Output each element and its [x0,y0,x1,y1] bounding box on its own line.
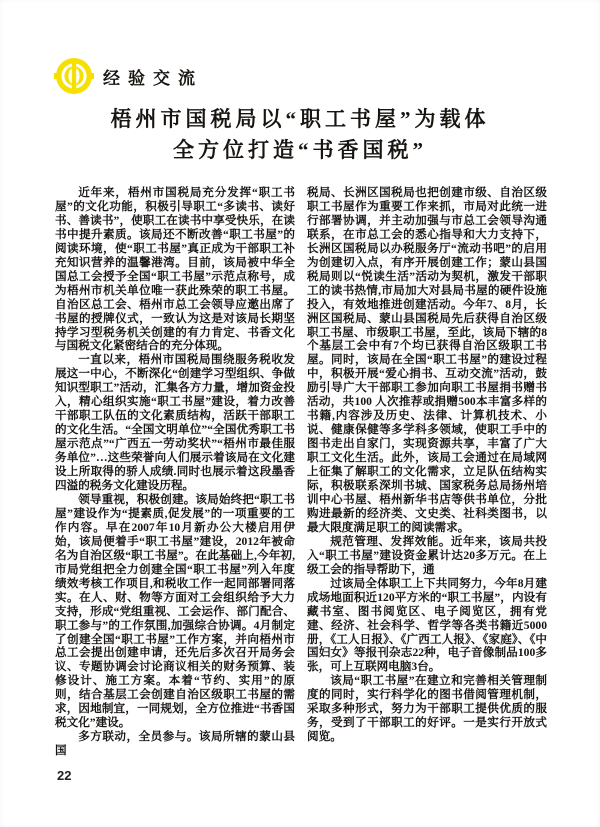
section-header [54,56,203,96]
article-title [0,104,600,166]
body-paragraph: 多方联动，全员参与。该局所辖的蒙山县国 [55,730,295,758]
page-number: 22 [57,768,72,783]
body-paragraph: 过该局全体职工上下共同努力，今年8月建成场地面积近120平方米的“职工书屋”，内设有藏书室、图书阅览区、电子阅览区，拥有党建、经济、社会科学、哲学等各类书籍近5000册，《工人日报》、《广西工人报》、《家庭》、《中国妇女》等报刊杂志22种，电子音像制品100多张，可上互联网电脑3台。 [307,576,547,674]
article-title-line1: 梧州市国税局以“职工书屋”为载体 [110,107,490,131]
body-paragraph: 该局“职工书屋”在建立和完善相关管理制度的同时，实行科学化的图书借阅管理机制，采取多种形式，努力为干部职工提供优质的服务，受到了干部职工的好评。一是实行开放式阅览。 [307,674,547,744]
body-paragraph: 领导重视，积极创建。该局始终把“职工书屋”建设作为“提素质,促发展”的一项重要的工作内容。早在2007年10月新办公大楼启用伊始，该局便着手“职工书屋”建设，2012年被命名为自治区级“职工书屋”。在此基础上,今年初,市局党组把全力创建全国“职工书屋”列入年度绩效考核工作项目,和税收工作一起同部署同落实。在人、财、物等方面对工会组织给予大力支持，形成“党组重视、工会运作、部门配合、职工参与”的工作氛围,加强综合协调。4月制定了创建全国“职工书屋”工作方案，并向梧州市总工会提出创建申请，还先后多次召开局务会议、专题协调会讨论商议相关的财务预算、装修设计、施工方案。本着“节约、实用”的原则，结合基层工会创建自治区级职工书屋的需求，因地制宜，一同规划，全方位推进“书香国税文化”建设。 [55,492,295,730]
article-title-line2: 全方位打造“书香国税” [173,138,427,162]
article-body [55,186,547,758]
trade-union-logo-icon [54,56,94,96]
right-column [307,186,547,744]
section-label: 经验交流 [103,68,203,88]
body-paragraph: 税局、长洲区国税局也把创建市级、自治区级职工书屋作为重要工作来抓，市局对此统一进行部署协调，并主动加强与市总工会领导沟通联系，在市总工会的悉心指导和大力支持下，长洲区国税局以办税服务厅“流动书吧”的启用为创建切入点，有序开展创建工作；蒙山县国税局则以“悦读生活”活动为契机，激发干部职工的读书热情,市局加大对县局书屋的硬件设施投入，有效地推进创建活动。今年7、8月，长洲区国税局、蒙山县国税局先后获得自治区级职工书屋、市级职工书屋，至此，该局下辖的8个基层工会中有7个均已获得自治区级职工书屋。同时，该局在全国“职工书屋”的建设过程中，积极开展“爱心捐书、互动交流”活动，鼓励引导广大干部职工参加向职工书屋捐书赠书活动，共100 人次推荐或捐赠500本丰富多样的书籍,内容涉及历史、法律、计算机技术、小说、健康保健等多学科多领域，使职工手中的图书走出自家门，实现资源共享，丰富了广大职工文化生活。此外，该局工会通过在局域网上征集了解职工的文化需求，立足队伍结构实际，积极联系深圳书城、国家税务总局扬州培训中心书屋、梧州新华书店等供书单位，分批购进最新的经济类、文史类、社科类图书，以最大限度满足职工的阅读需求。 [307,186,547,534]
body-paragraph: 近年来，梧州市国税局充分发挥“职工书屋”的文化功能，积极引导职工“多读书、读好书、善读书”，使职工在读书中享受快乐，在读书中提升素质。该局还不断改善“职工书屋”的阅读环境，使“职工书屋”真正成为干部职工补充知识营养的温馨港湾。目前，该局被中华全国总工会授予全国“职工书屋”示范点称号，成为梧州市机关单位唯一获此殊荣的职工书屋。自治区总工会、梧州市总工会领导应邀出席了书屋的授牌仪式，一致认为这是对该局长期坚持学习型税务机关创建的有力肯定、书香文化与国税文化紧密结合的充分体现。 [55,186,295,353]
left-column [55,186,295,758]
body-paragraph: 一直以来，梧州市国税局围绕服务税收发展这一中心，不断深化“创建学习型组织、争做知识型职工”活动，汇集各方力量，增加资金投入，精心组织实施“职工书屋”建设，着力改善干部职工队伍的文化素质结构，活跃干部职工的文化生活。“全国文明单位”“全国优秀职工书屋示范点”“广西五一劳动奖状”“梧州市最佳服务单位”…这些荣誉向人们展示着该局在文化建设上所取得的骄人成绩.同时也展示着这段墨香四溢的税务文化建设历程。 [55,353,295,493]
body-paragraph: 规范管理、发挥效能。近年来，该局共投入“职工书屋”建设资金累计达20多万元。在上级工会的指导帮助下，通 [307,534,547,576]
